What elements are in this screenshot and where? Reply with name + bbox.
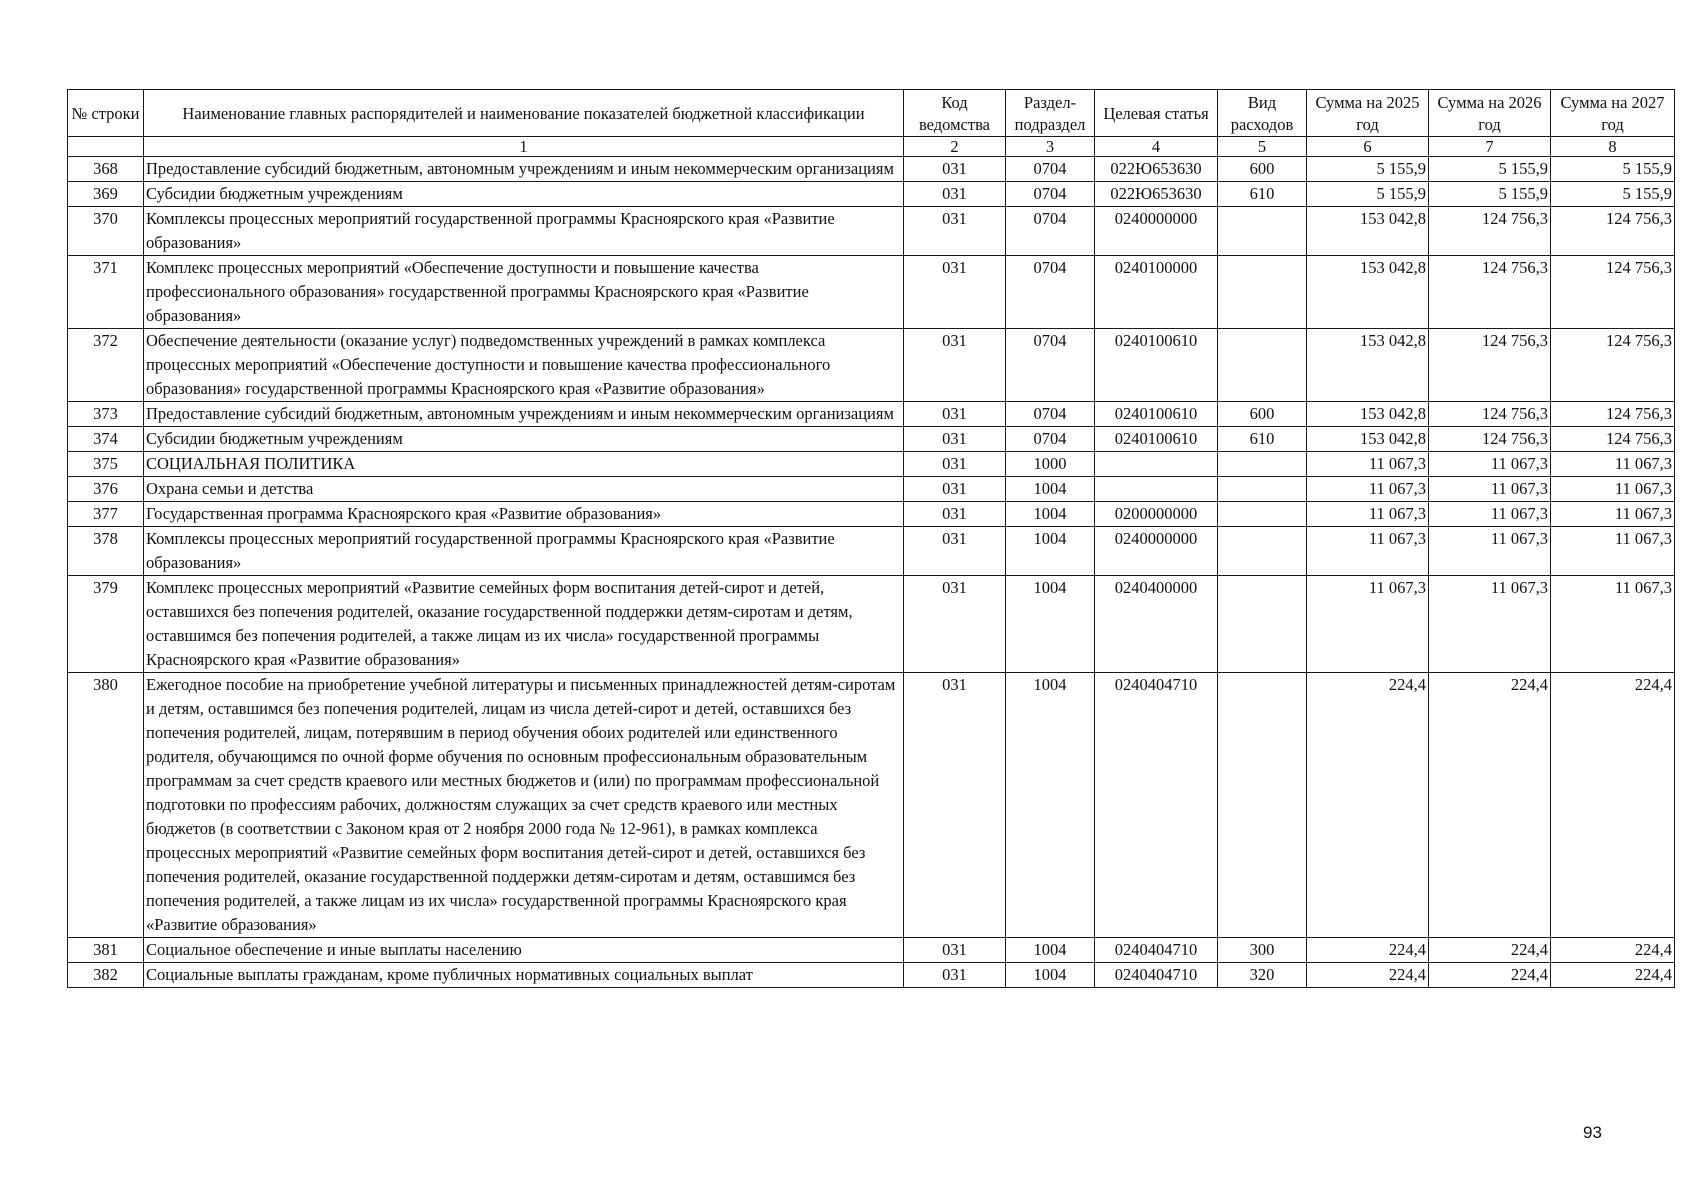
cell-sum-2026: 11 067,3: [1429, 502, 1551, 527]
table-row: [68, 157, 1675, 182]
cell-sum-2026: 11 067,3: [1429, 477, 1551, 502]
cell-sum-2027: 124 756,3: [1551, 427, 1675, 452]
cell-dept: 031: [904, 527, 1006, 576]
cell-type: [1218, 527, 1307, 576]
cell-row-no: 375: [68, 452, 144, 477]
table-row: [68, 673, 1675, 938]
cell-sum-2025: 153 042,8: [1307, 207, 1429, 256]
cell-section: 0704: [1006, 329, 1095, 402]
cell-article: 0240404710: [1095, 963, 1218, 988]
cell-row-no: 374: [68, 427, 144, 452]
cell-name: Охрана семьи и детства: [144, 477, 904, 502]
header-sum-2026: Сумма на 2026 год: [1429, 90, 1551, 137]
cell-sum-2027: 11 067,3: [1551, 502, 1675, 527]
table-row: [68, 329, 1675, 402]
cell-section: 0704: [1006, 182, 1095, 207]
cell-type: 320: [1218, 963, 1307, 988]
cell-article: 0240400000: [1095, 576, 1218, 673]
cell-article: 0200000000: [1095, 502, 1218, 527]
cell-row-no: 380: [68, 673, 144, 938]
cell-dept: 031: [904, 938, 1006, 963]
cell-type: 600: [1218, 402, 1307, 427]
cell-type: [1218, 256, 1307, 329]
cell-sum-2027: 11 067,3: [1551, 452, 1675, 477]
cell-sum-2025: 224,4: [1307, 673, 1429, 938]
cell-dept: 031: [904, 329, 1006, 402]
cell-article: 0240404710: [1095, 938, 1218, 963]
cell-sum-2027: 124 756,3: [1551, 207, 1675, 256]
cell-name: Социальные выплаты гражданам, кроме публичных нормативных социальных выплат: [144, 963, 904, 988]
cell-section: 1004: [1006, 527, 1095, 576]
cell-dept: 031: [904, 963, 1006, 988]
cell-sum-2027: 224,4: [1551, 963, 1675, 988]
cell-sum-2027: 224,4: [1551, 673, 1675, 938]
cell-section: 0704: [1006, 207, 1095, 256]
table-row: [68, 182, 1675, 207]
cell-article: 0240100000: [1095, 256, 1218, 329]
cell-dept: 031: [904, 182, 1006, 207]
cell-row-no: 379: [68, 576, 144, 673]
cell-name: Ежегодное пособие на приобретение учебной литературы и письменных принадлежностей детям-сиротам и детям, оставшимся без попечения родителей, лицам из числа детей-сирот и детей, оставшихся без попечения родителей, лицам, потерявшим в период обучения обоих родителей или единственного родителя, обучающимся по очной форме обучения по основным профессиональным образовательным программам за счет средств краевого или местных бюджетов и (или) по программам профессиональной подготовки по профессиям рабочих, должностям служащих за счет средств краевого или местных бюджетов (в соответствии с Законом края от 2 ноября 2000 года № 12-961), в рамках комплекса процессных мероприятий «Развитие семейных форм воспитания детей-сирот и детей, оставшихся без попечения родителей, оказание государственной поддержки детям-сиротам и детям, оставшимся без попечения родителей, а также лицам из их числа» государственной программы Красноярского края «Развитие образования»: [144, 673, 904, 938]
cell-row-no: 377: [68, 502, 144, 527]
cell-name: Комплексы процессных мероприятий государственной программы Красноярского края «Развитие образования»: [144, 207, 904, 256]
cell-section: 1004: [1006, 576, 1095, 673]
cell-sum-2025: 224,4: [1307, 938, 1429, 963]
header-sum-2025: Сумма на 2025 год: [1307, 90, 1429, 137]
cell-row-no: 378: [68, 527, 144, 576]
cell-section: 0704: [1006, 157, 1095, 182]
cell-sum-2025: 5 155,9: [1307, 182, 1429, 207]
cell-row-no: 368: [68, 157, 144, 182]
cell-section: 1000: [1006, 452, 1095, 477]
col-number: 2: [904, 137, 1006, 157]
cell-article: 0240000000: [1095, 527, 1218, 576]
cell-sum-2026: 5 155,9: [1429, 182, 1551, 207]
cell-sum-2025: 153 042,8: [1307, 402, 1429, 427]
header-article: Целевая статья: [1095, 90, 1218, 137]
cell-dept: 031: [904, 673, 1006, 938]
cell-row-no: 381: [68, 938, 144, 963]
table-row: [68, 452, 1675, 477]
cell-article: 022Ю653630: [1095, 157, 1218, 182]
cell-type: [1218, 207, 1307, 256]
cell-sum-2027: 124 756,3: [1551, 402, 1675, 427]
col-number: 1: [144, 137, 904, 157]
cell-section: 0704: [1006, 427, 1095, 452]
table-row: [68, 477, 1675, 502]
cell-section: 1004: [1006, 502, 1095, 527]
cell-dept: 031: [904, 576, 1006, 673]
cell-row-no: 373: [68, 402, 144, 427]
cell-row-no: 382: [68, 963, 144, 988]
cell-section: 0704: [1006, 402, 1095, 427]
cell-dept: 031: [904, 502, 1006, 527]
cell-sum-2025: 11 067,3: [1307, 452, 1429, 477]
cell-name: Обеспечение деятельности (оказание услуг) подведомственных учреждений в рамках комплекса процессных мероприятий «Обеспечение доступности и повышение качества профессионального образования» государственной программы Красноярского края «Развитие образования»: [144, 329, 904, 402]
cell-sum-2026: 224,4: [1429, 673, 1551, 938]
col-number: 3: [1006, 137, 1095, 157]
cell-dept: 031: [904, 427, 1006, 452]
cell-sum-2026: 124 756,3: [1429, 256, 1551, 329]
table-body: [68, 157, 1675, 988]
cell-article: 0240100610: [1095, 329, 1218, 402]
cell-name: Комплекс процессных мероприятий «Обеспечение доступности и повышение качества профессионального образования» государственной программы Красноярского края «Развитие образования»: [144, 256, 904, 329]
cell-article: 0240000000: [1095, 207, 1218, 256]
cell-dept: 031: [904, 256, 1006, 329]
page-number: 93: [1583, 1123, 1602, 1142]
table-row: [68, 402, 1675, 427]
cell-sum-2026: 11 067,3: [1429, 452, 1551, 477]
col-number: 6: [1307, 137, 1429, 157]
cell-section: 1004: [1006, 963, 1095, 988]
cell-name: Предоставление субсидий бюджетным, автономным учреждениям и иным некоммерческим организациям: [144, 402, 904, 427]
cell-name: Комплексы процессных мероприятий государственной программы Красноярского края «Развитие образования»: [144, 527, 904, 576]
cell-sum-2026: 11 067,3: [1429, 527, 1551, 576]
cell-sum-2025: 224,4: [1307, 963, 1429, 988]
header-sum-2027: Сумма на 2027 год: [1551, 90, 1675, 137]
table-row: [68, 207, 1675, 256]
cell-sum-2025: 153 042,8: [1307, 256, 1429, 329]
table-row: [68, 938, 1675, 963]
cell-sum-2026: 224,4: [1429, 938, 1551, 963]
cell-sum-2025: 11 067,3: [1307, 502, 1429, 527]
cell-row-no: 376: [68, 477, 144, 502]
cell-sum-2025: 11 067,3: [1307, 527, 1429, 576]
cell-sum-2025: 5 155,9: [1307, 157, 1429, 182]
cell-type: [1218, 502, 1307, 527]
cell-type: 610: [1218, 182, 1307, 207]
cell-article: [1095, 452, 1218, 477]
cell-type: [1218, 329, 1307, 402]
header-dept: Код ведомства: [904, 90, 1006, 137]
cell-name: Комплекс процессных мероприятий «Развитие семейных форм воспитания детей-сирот и детей, оставшихся без попечения родителей, оказание государственной поддержки детям-сиротам и детям, оставшимся без попечения родителей, а также лицам из их числа» государственной программы Красноярского края «Развитие образования»: [144, 576, 904, 673]
cell-name: Предоставление субсидий бюджетным, автономным учреждениям и иным некоммерческим организациям: [144, 157, 904, 182]
cell-sum-2026: 124 756,3: [1429, 427, 1551, 452]
table-row: [68, 576, 1675, 673]
cell-sum-2026: 11 067,3: [1429, 576, 1551, 673]
col-number: 4: [1095, 137, 1218, 157]
cell-name: Социальное обеспечение и иные выплаты населению: [144, 938, 904, 963]
cell-sum-2025: 153 042,8: [1307, 427, 1429, 452]
cell-sum-2027: 124 756,3: [1551, 256, 1675, 329]
cell-dept: 031: [904, 452, 1006, 477]
cell-dept: 031: [904, 402, 1006, 427]
cell-sum-2027: 224,4: [1551, 938, 1675, 963]
cell-sum-2027: 11 067,3: [1551, 477, 1675, 502]
cell-section: 1004: [1006, 938, 1095, 963]
cell-sum-2025: 11 067,3: [1307, 477, 1429, 502]
cell-type: [1218, 673, 1307, 938]
cell-type: [1218, 576, 1307, 673]
header-row-no: № строки: [68, 90, 144, 137]
cell-sum-2027: 124 756,3: [1551, 329, 1675, 402]
cell-section: 0704: [1006, 256, 1095, 329]
cell-type: 610: [1218, 427, 1307, 452]
cell-section: 1004: [1006, 673, 1095, 938]
cell-article: 0240100610: [1095, 402, 1218, 427]
cell-type: [1218, 477, 1307, 502]
cell-sum-2025: 153 042,8: [1307, 329, 1429, 402]
cell-dept: 031: [904, 477, 1006, 502]
cell-name: Государственная программа Красноярского края «Развитие образования»: [144, 502, 904, 527]
cell-sum-2027: 11 067,3: [1551, 527, 1675, 576]
col-number: [68, 137, 144, 157]
table-header: [68, 90, 1675, 157]
cell-dept: 031: [904, 207, 1006, 256]
cell-sum-2027: 5 155,9: [1551, 182, 1675, 207]
table-row: [68, 427, 1675, 452]
cell-type: 300: [1218, 938, 1307, 963]
cell-name: Субсидии бюджетным учреждениям: [144, 427, 904, 452]
cell-sum-2027: 11 067,3: [1551, 576, 1675, 673]
cell-row-no: 370: [68, 207, 144, 256]
cell-type: [1218, 452, 1307, 477]
table-row: [68, 502, 1675, 527]
cell-sum-2027: 5 155,9: [1551, 157, 1675, 182]
col-number: 8: [1551, 137, 1675, 157]
cell-sum-2026: 5 155,9: [1429, 157, 1551, 182]
cell-sum-2026: 224,4: [1429, 963, 1551, 988]
header-name: Наименование главных распорядителей и наименование показателей бюджетной классификации: [144, 90, 904, 137]
cell-section: 1004: [1006, 477, 1095, 502]
cell-dept: 031: [904, 157, 1006, 182]
cell-article: [1095, 477, 1218, 502]
table-row: [68, 256, 1675, 329]
cell-sum-2026: 124 756,3: [1429, 329, 1551, 402]
cell-article: 0240100610: [1095, 427, 1218, 452]
col-number: 5: [1218, 137, 1307, 157]
cell-row-no: 369: [68, 182, 144, 207]
header-section: Раздел- подраздел: [1006, 90, 1095, 137]
cell-sum-2026: 124 756,3: [1429, 402, 1551, 427]
budget-table: [67, 89, 1675, 988]
table-row: [68, 963, 1675, 988]
col-number: 7: [1429, 137, 1551, 157]
cell-row-no: 372: [68, 329, 144, 402]
cell-sum-2026: 124 756,3: [1429, 207, 1551, 256]
cell-name: СОЦИАЛЬНАЯ ПОЛИТИКА: [144, 452, 904, 477]
cell-type: 600: [1218, 157, 1307, 182]
cell-name: Субсидии бюджетным учреждениям: [144, 182, 904, 207]
cell-article: 022Ю653630: [1095, 182, 1218, 207]
cell-article: 0240404710: [1095, 673, 1218, 938]
cell-row-no: 371: [68, 256, 144, 329]
cell-sum-2025: 11 067,3: [1307, 576, 1429, 673]
table-row: [68, 527, 1675, 576]
header-type: Вид расходов: [1218, 90, 1307, 137]
